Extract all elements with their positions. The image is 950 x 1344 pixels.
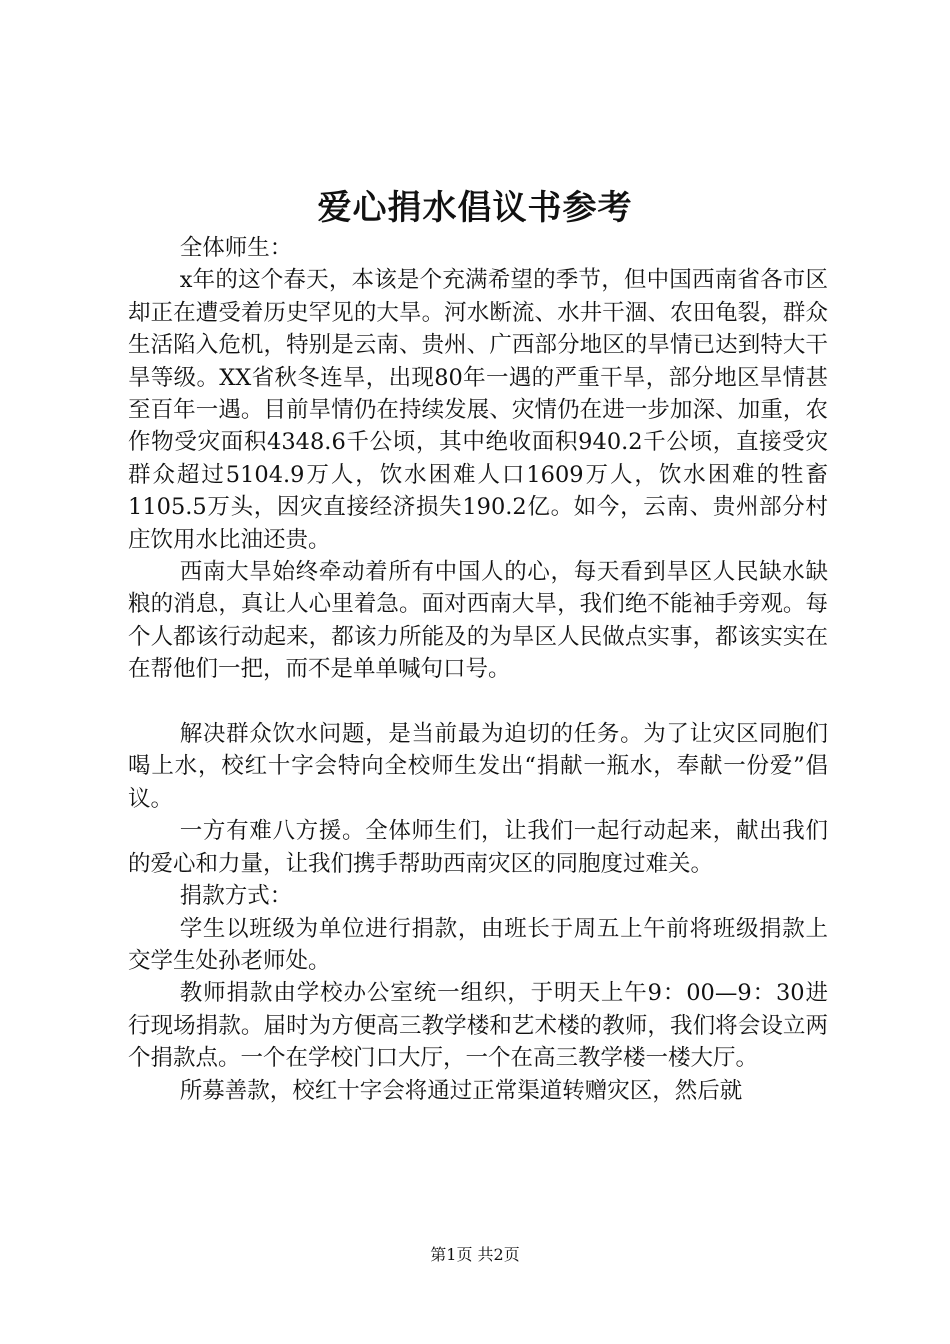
paragraph-appeal: 一方有难八方援。全体师生们，让我们一起行动起来，献出我们的爱心和力量，让我们携手帮助西南灾区的同胞度过难关。 bbox=[128, 818, 828, 877]
donation-method-heading: 捐款方式： bbox=[179, 883, 293, 910]
paragraph-student-donation: 学生以班级为单位进行捐款，由班长于周五上午前将班级捐款上交学生处孙老师处。 bbox=[128, 915, 828, 974]
paragraph-drought-situation: x年的这个春天，本该是个充满希望的季节，但中国西南省各市区却正在遭受着历史罕见的大旱。河水断流、水井干涸、农田龟裂，群众生活陷入危机，特别是云南、贵州、广西部分地区的旱情已达到特大干旱等级。XX省秋冬连旱，出现80年一遇的严重干旱，部分地区旱情甚至百年一遇。目前旱情仍在持续发展、灾情仍在进一步加深、加重，农作物受灾面积4348.6千公顷，其中绝收面积940.2千公顷，直接受灾群众超过5104.9万人，饮水困难人口1609万人，饮水困难的牲畜1105.5万头，因灾直接经济损失190.2亿。如今，云南、贵州部分村庄饮用水比油还贵。 bbox=[128, 267, 828, 553]
document-title: 爱心捐水倡议书参考 bbox=[317, 188, 633, 228]
document-body bbox=[128, 232, 828, 1107]
page-footer: 第1页 共2页 bbox=[430, 1245, 520, 1264]
paragraph-teacher-donation: 教师捐款由学校办公室统一组织，于明天上午9：00—9：30进行现场捐款。届时为方便高三教学楼和艺术楼的教师，我们将会设立两个捐款点。一个在学校门口大厅，一个在高三教学楼一楼大厅。 bbox=[128, 980, 828, 1072]
paragraph-funds-usage: 所募善款，校红十字会将通过正常渠道转赠灾区，然后就 bbox=[179, 1077, 743, 1104]
paragraph-call-to-action: 西南大旱始终牵动着所有中国人的心，每天看到旱区人民缺水缺粮的消息，真让人心里着急。面对西南大旱，我们绝不能袖手旁观。每个人都该行动起来，都该力所能及的为旱区人民做点实事，都该实实在在帮他们一把，而不是单单喊句口号。 bbox=[128, 559, 828, 683]
paragraph-initiative: 解决群众饮水问题，是当前最为迫切的任务。为了让灾区同胞们喝上水，校红十字会特向全校师生发出“捐献一瓶水，奉献一份爱”倡议。 bbox=[128, 721, 828, 812]
salutation: 全体师生： bbox=[179, 235, 293, 261]
